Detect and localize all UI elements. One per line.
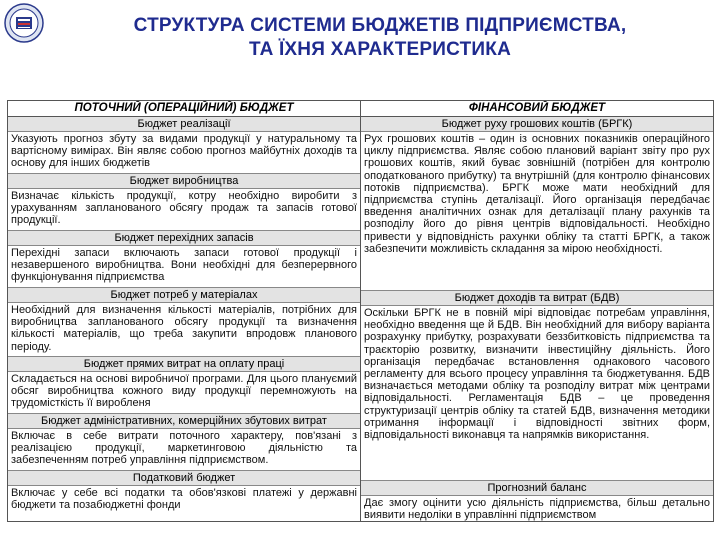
section-title: Бюджет реалізації xyxy=(8,117,360,132)
section-text: Складається на основі виробничої програми. Для цього плануємий обсяг виробництва кожного виду продукції перемножують на трудомісткість її виробленя xyxy=(11,373,357,410)
column-header-operating: ПОТОЧНИЙ (ОПЕРАЦІЙНИЙ) БЮДЖЕТ xyxy=(8,101,360,117)
page-title-line-2: ТА ЇХНЯ ХАРАКТЕРИСТИКА xyxy=(248,39,511,60)
section-text: Дає змогу оцінити усю діяльність підприємства, більш детально виявити недоліки в управлінні підприємством xyxy=(364,497,710,521)
university-emblem-icon xyxy=(4,3,44,43)
section-title: Бюджет потреб у матеріалах xyxy=(8,287,360,303)
column-header-financial: ФІНАНСОВИЙ БЮДЖЕТ xyxy=(361,101,713,117)
section-text: Включає у себе всі податки та обов'язкові платежі у державні бюджети та позабюджетні фонди xyxy=(11,487,357,512)
section-title: Бюджет доходів та витрат (БДВ) xyxy=(361,290,713,306)
budget-structure-table xyxy=(7,100,714,522)
section-text: Рух грошових коштів – один із основних показників операційного циклу підприємства. Являє собою плановий варіант звіту про рух грошових коштів, який буває зовнішній (потрібен для контролю оподаткованого прибутку) та внутрішній (для контролю фінансових потоків підприємства). БРГК може мати необхідний для підприємства ступінь деталізації. Його організація передбачає введення аналітичних ознак для деталізації плану рахунків та розподілу його до рівня центрів відповідальності. Необхідно привести у відповідність рахунки обліку та статті БРГК, а також забезпечити можливість складання за мірою необхідності. xyxy=(364,133,710,255)
page-title xyxy=(50,14,710,62)
section-text: Необхідний для визначення кількості матеріалів, потрібних для виробництва запланованого обсягу продукції та визначення кількості матеріалів, що треба закупити впродовж планового періоду. xyxy=(11,304,357,353)
section-title: Бюджет виробництва xyxy=(8,173,360,189)
section-title: Податковий бюджет xyxy=(8,470,360,486)
page-title-line-1: СТРУКТУРА СИСТЕМИ БЮДЖЕТІВ ПІДПРИЄМСТВА, xyxy=(133,15,627,36)
section-title: Бюджет прямих витрат на оплату праці xyxy=(8,356,360,372)
section-text: Визначає кількість продукції, котру необхідно виробити з урахуванням запланованого обсягу продаж та запасів готової продукції. xyxy=(11,190,357,227)
section-text: Перехідні запаси включають запаси готової продукції і незавершеного виробництва. Вони необхідні для безперервного функціонування підприємства xyxy=(11,247,357,284)
section-title: Бюджет адміністративних, комерційних збутових витрат xyxy=(8,413,360,429)
section-text: Включає в себе витрати поточного характеру, пов'язані з реалізацією продукції, маркетинговою діяльністю та забезпеченням потреб управління підприємством. xyxy=(11,430,357,467)
section-title: Бюджет перехідних запасів xyxy=(8,230,360,246)
section-text: Указують прогноз збуту за видами продукції у натуральному та вартісному вимірах. Він являє собою прогноз майбутніх доходів та основу для інших бюджетів xyxy=(11,133,357,170)
section-text: Оскільки БРГК не в повній мірі відповідає потребам управління, необхідно введення ще й БДВ. Він необхідний для вибору варіанта розрахунку прибутку, розрахувати беззбитковість підприємства та траєкторію розвитку, визначити інвестиційну діяльність. Його організація передбачає встановлення однакового часового регламенту для всього процесу управління та бюджетування. БДВ визначається методами обліку та розподілу витрат між центрами відповідальності. Регламентація БДВ – це проведення структуризації центрів обліку та статей БДВ, визначення методики отримання інформації і відповідності звітних форм, відповідальності виконавця та напрямків використання. xyxy=(364,307,710,442)
section-title: Бюджет руху грошових коштів (БРГК) xyxy=(361,117,713,132)
section-title: Прогнозний баланс xyxy=(361,480,713,496)
operating-budget-column xyxy=(8,101,361,521)
financial-budget-column xyxy=(361,101,713,521)
